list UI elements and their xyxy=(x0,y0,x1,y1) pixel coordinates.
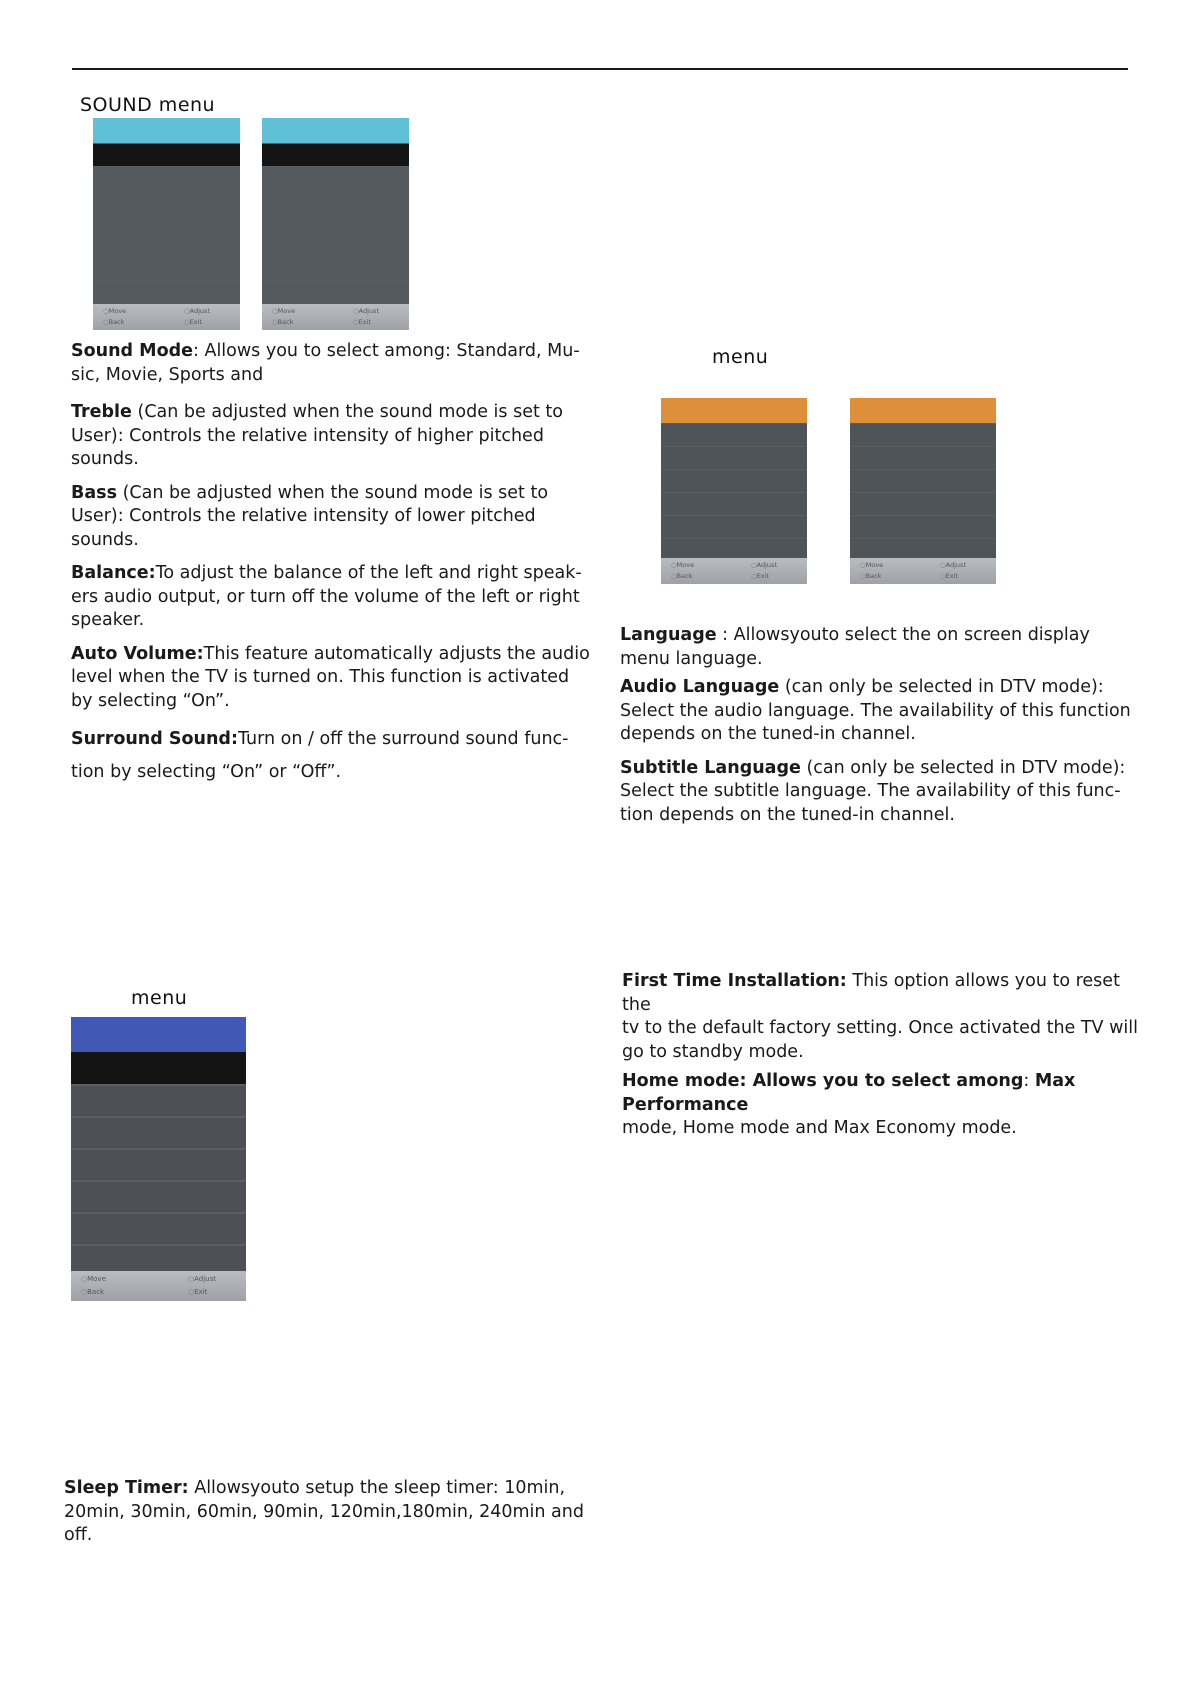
sound-menu-heading: SOUND menu xyxy=(80,94,216,116)
balance-desc: Balance:To adjust the balance of the left and right speak- ers audio output, or turn off the volume of the left or right speaker. xyxy=(71,563,582,630)
sleep-timer-description xyxy=(64,1477,594,1548)
language-descriptions xyxy=(620,624,1140,827)
language-menu-heading: menu xyxy=(712,346,769,368)
auto-volume-desc: Auto Volume:This feature automatically adjusts the audio level when the TV is turned on. This function is activated by selecting “On”. xyxy=(71,643,590,711)
menu-footer: ○ Move ○ Back ○ Adjust ○ Exit xyxy=(262,304,409,330)
subtitle-language-desc: Subtitle Language (can only be selected in DTV mode): Select the subtitle language. The availability of this func- tion depends on the tuned-in channel. xyxy=(620,757,1126,825)
sound-descriptions xyxy=(71,340,591,789)
surround-sound-desc: Surround Sound:Turn on / off the surround sound func- tion by selecting “On” or “Off”. xyxy=(71,729,569,782)
menu-footer: ○ Move ○ Back ○ Adjust ○ Exit xyxy=(661,558,807,584)
menu-footer: ○ Move ○ Back ○ Adjust ○ Exit xyxy=(93,304,240,330)
sound-menu-screenshot-1 xyxy=(93,118,240,330)
language-menu-screenshot-2 xyxy=(850,398,996,584)
language-desc: Language : Allowsyouto select the on screen display menu language. xyxy=(620,625,1090,669)
menu-footer: ○ Move ○ Back ○ Adjust ○ Exit xyxy=(71,1271,246,1301)
header-rule xyxy=(72,68,1128,70)
setup-menu-heading: menu xyxy=(131,987,188,1009)
sound-mode-desc: Sound Mode: Allows you to select among: Standard, Mu- sic, Movie, Sports and xyxy=(71,341,580,385)
installation-descriptions xyxy=(622,970,1142,1141)
sound-menu-screenshot-2 xyxy=(262,118,409,330)
first-time-installation-desc: First Time Installation: This option allows you to reset the tv to the default factory setting. Once activated the TV will go to standby mode. xyxy=(622,971,1138,1062)
treble-desc: Treble (Can be adjusted when the sound mode is set to User): Controls the relative intensity of higher pitched sounds. xyxy=(71,402,563,469)
setup-menu-screenshot xyxy=(71,1017,246,1301)
home-mode-desc: Home mode: Allows you to select among: Max Performance mode, Home mode and Max Economy mode. xyxy=(622,1071,1076,1138)
audio-language-desc: Audio Language (can only be selected in DTV mode): Select the audio language. The availability of this function depends on the tuned-in channel. xyxy=(620,677,1131,744)
bass-desc: Bass (Can be adjusted when the sound mode is set to User): Controls the relative intensity of lower pitched sounds. xyxy=(71,482,549,550)
sleep-timer-desc: Sleep Timer: Allowsyouto setup the sleep timer: 10min, 20min, 30min, 60min, 90min, 120min,180min, 240min and off. xyxy=(64,1478,584,1545)
language-menu-screenshot-1 xyxy=(661,398,807,584)
menu-footer: ○ Move ○ Back ○ Adjust ○ Exit xyxy=(850,558,996,584)
